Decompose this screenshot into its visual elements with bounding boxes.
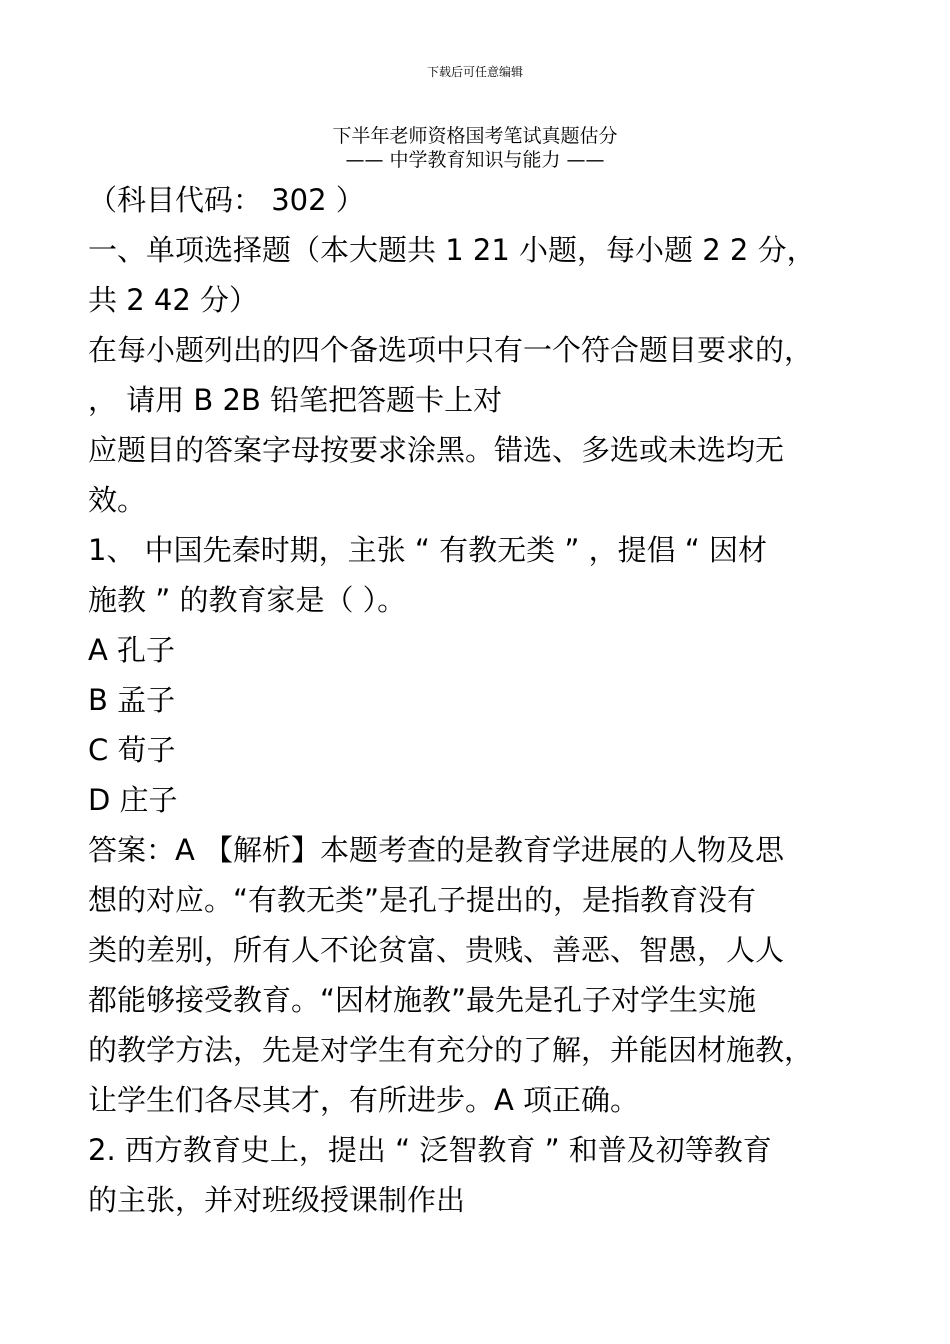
question-line: 2. 西方教育史上，提出 “ 泛智教育 ” 和普及初等教育 (88, 1133, 772, 1167)
option-d: D 庄子 (88, 783, 178, 817)
option-a: A 孔子 (88, 633, 176, 667)
instructions-line: 效。 (88, 483, 147, 517)
instructions-line: 在每小题列出的四个备选项中只有一个符合题目要求的， (88, 333, 814, 367)
document-title: 下半年老师资格国考笔试真题估分 (332, 125, 618, 147)
answer-line: 想的对应。“有教无类”是孔子提出的，是指教育没有 (88, 883, 757, 917)
answer-line: 类的差别，所有人不论贫富、贵贱、善恶、智愚，人人 (88, 933, 785, 967)
question-line: 的主张，并对班级授课制作出 (88, 1183, 466, 1217)
instructions-line: ， 请用 B 2B 铅笔把答题卡上对 (88, 383, 503, 417)
answer-line: 让学生们各尽其才，有所进步。A 项正确。 (88, 1083, 640, 1117)
answer-line: 的教学方法，先是对学生有充分的了解，并能因材施教， (88, 1033, 814, 1067)
instructions-line: 应题目的答案字母按要求涂黑。错选、多选或未选均无 (88, 433, 785, 467)
document-subtitle: —— 中学教育知识与能力 —— (345, 149, 605, 171)
subject-code-line: （科目代码： 302 ） (88, 183, 365, 217)
question-line: 施教 ” 的教育家是（ ）。 (88, 583, 407, 617)
header-note: 下载后可任意编辑 (426, 65, 523, 79)
option-c: C 荀子 (88, 733, 176, 767)
section-heading-line: 共 2 42 分） (88, 283, 259, 317)
option-b: B 孟子 (88, 683, 176, 717)
document-body (88, 175, 878, 1225)
answer-line: 答案：A 【解析】本题考查的是教育学进展的人物及思 (88, 833, 785, 867)
section-heading-line: 一、单项选择题（本大题共 1 21 小题，每小题 2 2 分， (88, 233, 816, 267)
answer-line: 都能够接受教育。“因材施教”最先是孔子对学生实施 (88, 983, 757, 1017)
question-line: 1、 中国先秦时期，主张 “ 有教无类 ” ，提倡 “ 因材 (88, 533, 768, 567)
